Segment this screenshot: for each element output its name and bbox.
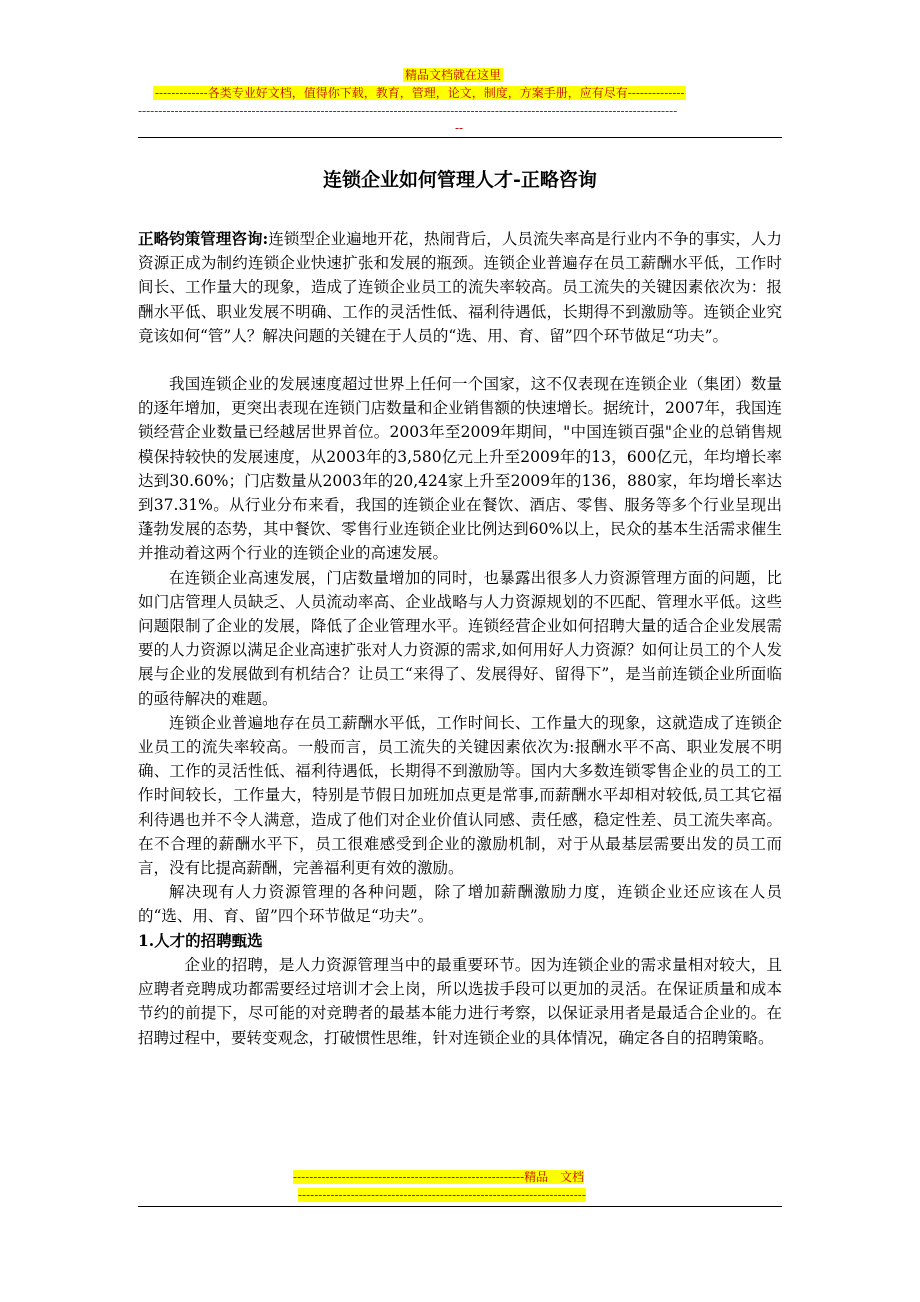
footer-rule	[138, 1206, 782, 1207]
intro-lead: 正略钧策管理咨询:	[138, 229, 269, 248]
paragraph-gap	[138, 348, 782, 372]
header-tagline: -------------各类专业好文档，值得你下载，教育，管理，论文，制度，方案手册，应有尽有--------------	[155, 86, 685, 100]
paragraph-4: 解决现有人力资源管理的各种问题，除了增加薪酬激励力度，连锁企业还应该在人员的“选、用、育、留”四个环节做足“功夫”。	[138, 883, 782, 926]
footer-line-2: -----------------------------------------------------------------------	[298, 1188, 586, 1202]
header-dashes-tail: --	[455, 121, 464, 135]
section-heading: 1.人才的招聘甄选	[138, 930, 263, 950]
document-title: 连锁企业如何管理人才-正略咨询	[323, 169, 597, 191]
paragraph-2: 在连锁企业高速发展，门店数量增加的同时，也暴露出很多人力资源管理方面的问题，比如门店管理人员缺乏、人员流动率高、企业战略与人力资源规划的不匹配、管理水平低。这些问题限制了企业的发展，降低了企业管理水平。连锁经营企业如何招聘大量的适合企业发展需要的人力资源以满足企业高速扩张对人力资源的需求,如何用好人力资源？如何让员工的个人发展与企业的发展做到有机结合？让员工“来得了、发展得好、留得下”，是当前连锁企业所面临的亟待解决的难题。	[138, 568, 782, 708]
header-rule	[138, 137, 782, 138]
paragraph-1: 我国连锁企业的发展速度超过世界上任何一个国家，这不仅表现在连锁企业（集团）数量的逐年增加，更突出表现在连锁门店数量和企业销售额的快速增长。据统计，2007年，我国连锁经营企业数量已经越居世界首位。2003年至2009年期间，"中国连锁百强"企业的总销售规模保持较快的发展速度，从2003年的3,580亿元上升至2009年的13，600亿元，年均增长率达到30.60%；门店数量从2003年的20,424家上升至2009年的136，880家，年均增长率达到37.31%。从行业分布来看，我国的连锁企业在餐饮、酒店、零售、服务等多个行业呈现出蓬勃发展的态势，其中餐饮、零售行业连锁企业比例达到60%以上，民众的基本生活需求催生并推动着这两个行业的连锁企业的高速发展。	[138, 375, 782, 563]
document-body	[138, 227, 782, 1050]
paragraph-3: 连锁企业普遍地存在员工薪酬水平低，工作时间长、工作量大的现象，这就造成了连锁企业员工的流失率较高。一般而言，员工流失的关键因素依次为:报酬水平不高、职业发展不明确、工作的灵活性低、福利待遇低，长期得不到激励等。国内大多数连锁零售企业的员工的工作时间较长，工作量大，特别是节假日加班加点更是常事,而薪酬水平却相对较低,员工其它福利待遇也并不令人满意，造成了他们对企业价值认同感、责任感，稳定性差、员工流失率高。在不合理的薪酬水平下，员工很难感受到企业的激励机制，对于从最基层需要出发的员工而言，没有比提高薪酬，完善福利更有效的激励。	[138, 713, 782, 878]
header-top-label: 精品文档就在这里	[405, 68, 502, 82]
header-dashes: -------------------------------------------------------------------------------------------------------------------------------------	[138, 104, 678, 118]
section-paragraph: 企业的招聘，是人力资源管理当中的最重要环节。因为连锁企业的需求量相对较大，且应聘者竞聘成功都需要经过培训才会上岗，所以选拔手段可以更加的灵活。在保证质量和成本节约的前提下，尽可能的对竞聘者的最基本能力进行考察，以保证录用者是最适合企业的。在招聘过程中，要转变观念，打破惯性思维，针对连锁企业的具体情况，确定各自的招聘策略。	[138, 955, 782, 1047]
intro-text: 连锁型企业遍地开花，热闹背后，人员流失率高是行业内不争的事实，人力资源正成为制约连锁企业快速扩张和发展的瓶颈。连锁企业普遍存在员工薪酬水平低，工作时间长、工作量大的现象，造成了连锁企业员工的流失率较高。员工流失的关键因素依次为：报酬水平低、职业发展不明确、工作的灵活性低、福利待遇低，长期得不到激励等。连锁企业究竟该如何“管”人？解决问题的关键在于人员的“选、用、育、留”四个环节做足“功夫”。	[138, 230, 782, 345]
intro-paragraph	[138, 227, 782, 348]
footer-line-1: ---------------------------------------------------------精品 文档	[293, 1170, 585, 1184]
